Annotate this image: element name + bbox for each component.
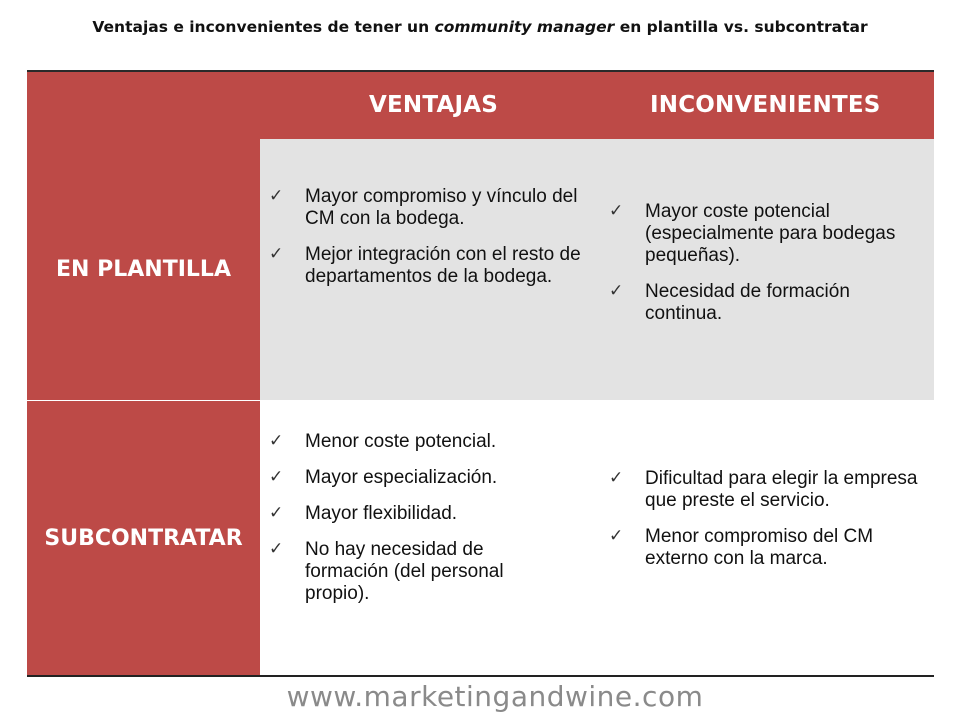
- list-item: ✓ Dificultad para elegir la empresa que preste el servicio.: [609, 468, 918, 511]
- list-item: ✓ Mayor flexibilidad.: [269, 503, 458, 524]
- list-item: ✓ Necesidad de formación continua.: [609, 281, 850, 324]
- check-icon: ✓: [269, 186, 284, 206]
- list-item: ✓ Menor coste potencial.: [269, 431, 497, 452]
- header-inconvenientes: INCONVENIENTES: [650, 92, 881, 118]
- table-row-subcontratar: [27, 401, 934, 677]
- check-icon: ✓: [269, 431, 284, 451]
- ventajas-list-en-plantilla: [267, 186, 597, 302]
- check-icon: ✓: [609, 281, 624, 301]
- title-prefix: Ventajas e inconvenientes de tener un: [92, 18, 435, 36]
- check-icon: ✓: [609, 468, 624, 488]
- inconvenientes-list-subcontratar: [607, 468, 927, 584]
- check-icon: ✓: [269, 503, 284, 523]
- row-label-subcontratar: SUBCONTRATAR: [27, 401, 260, 675]
- check-icon: ✓: [269, 467, 284, 487]
- check-icon: ✓: [269, 539, 284, 559]
- check-icon: ✓: [269, 244, 284, 264]
- check-icon: ✓: [609, 526, 624, 546]
- table-header: [27, 70, 934, 139]
- list-item: ✓ Mejor integración con el resto de departamentos de la bodega.: [269, 244, 581, 287]
- header-ventajas: VENTAJAS: [369, 92, 498, 118]
- list-item: ✓ Mayor compromiso y vínculo del CM con la bodega.: [269, 186, 578, 229]
- row-label-en-plantilla: EN PLANTILLA: [27, 139, 260, 401]
- list-item: ✓ Mayor especialización.: [269, 467, 498, 488]
- comparison-table: [27, 70, 934, 677]
- ventajas-list-subcontratar: [267, 431, 567, 605]
- title-suffix: en plantilla vs. subcontratar: [614, 18, 868, 36]
- footer-url: www.marketingandwine.com: [286, 680, 704, 713]
- page-title: [0, 18, 960, 36]
- list-item: ✓ Menor compromiso del CM externo con la marca.: [609, 526, 874, 569]
- inconvenientes-list-en-plantilla: [607, 201, 927, 339]
- list-item: ✓ No hay necesidad de formación (del personal propio).: [269, 539, 504, 604]
- list-item: ✓ Mayor coste potencial (especialmente para bodegas pequeñas).: [609, 201, 896, 266]
- title-emphasis: community manager: [434, 18, 615, 36]
- table-row-en-plantilla: [27, 139, 934, 401]
- check-icon: ✓: [609, 201, 624, 221]
